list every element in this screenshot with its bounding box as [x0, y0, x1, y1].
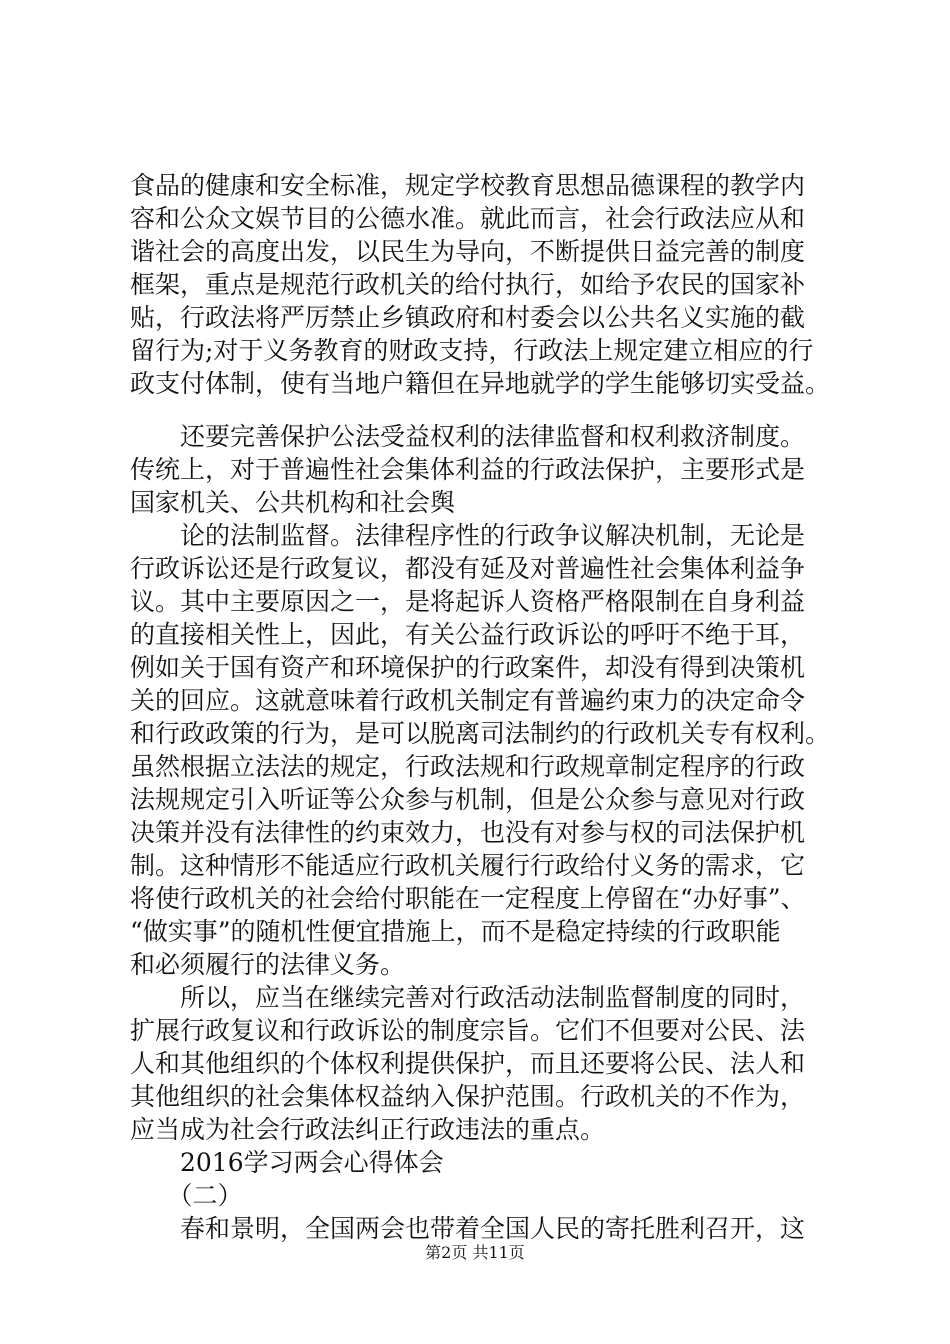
text-line: 2016学习两会心得体会	[130, 1148, 444, 1177]
text-line: 政支付体制，使有当地户籍但在异地就学的学生能够切实受益。	[130, 369, 830, 398]
text-line: 还要完善保护公法受益权利的法律监督和权利救济制度。	[130, 422, 806, 451]
text-line: 论的法制监督。法律程序性的行政争议解决机制，无论是	[130, 521, 806, 550]
text-line: 谐社会的高度出发，以民生为导向，不断提供日益完善的制度	[130, 237, 806, 266]
text-line: 议。其中主要原因之一，是将起诉人资格严格限制在自身利益	[130, 587, 806, 616]
text-line: 的直接相关性上，因此，有关公益行政诉讼的呼吁不绝于耳，	[130, 620, 806, 649]
paragraph-block-1	[130, 169, 830, 400]
text-line: 法规规定引入听证等公众参与机制，但是公众参与意见对行政	[130, 785, 806, 814]
text-line: 决策并没有法律性的约束效力，也没有对参与权的司法保护机	[130, 818, 806, 847]
text-line: 虽然根据立法法的规定，行政法规和行政规章制定程序的行政	[130, 752, 806, 781]
paragraph-block-2	[130, 420, 830, 1245]
text-line: 春和景明，全国两会也带着全国人民的寄托胜利召开，这	[130, 1214, 806, 1243]
text-line: 将使行政机关的社会给付职能在一定程度上停留在“办好事”、	[130, 884, 806, 913]
text-line: 行政诉讼还是行政复议，都没有延及对普遍性社会集体利益争	[130, 554, 806, 583]
text-line: 传统上，对于普遍性社会集体利益的行政法保护，主要形式是	[130, 455, 806, 484]
text-line: 所以，应当在继续完善对行政活动法制监督制度的同时，	[130, 983, 806, 1012]
text-line: 贴，行政法将严厉禁止乡镇政府和村委会以公共名义实施的截	[130, 303, 806, 332]
text-line: 留行为;对于义务教育的财政支持，行政法上规定建立相应的行	[130, 336, 814, 365]
text-line: “做实事”的随机性便宜措施上，而不是稳定持续的行政职能	[130, 917, 781, 946]
text-line: 其他组织的社会集体权益纳入保护范围。行政机关的不作为，	[130, 1082, 806, 1111]
text-line: 关的回应。这就意味着行政机关制定有普遍约束力的决定命令	[130, 686, 806, 715]
text-line: 食品的健康和安全标准，规定学校教育思想品德课程的教学内	[130, 171, 806, 200]
text-line: 国家机关、公共机构和社会舆	[130, 488, 456, 517]
text-line: 扩展行政复议和行政诉讼的制度宗旨。它们不但要对公民、法	[130, 1016, 806, 1045]
text-line: 例如关于国有资产和环境保护的行政案件，却没有得到决策机	[130, 653, 806, 682]
text-line: （二）	[130, 1181, 243, 1210]
text-line: 框架，重点是规范行政机关的给付执行，如给予农民的国家补	[130, 270, 806, 299]
text-line: 人和其他组织的个体权利提供保护，而且还要将公民、法人和	[130, 1049, 806, 1078]
text-line: 应当成为社会行政法纠正行政违法的重点。	[130, 1115, 606, 1144]
text-line: 制。这种情形不能适应行政机关履行行政给付义务的需求，它	[130, 851, 806, 880]
text-line: 和行政政策的行为，是可以脱离司法制约的行政机关专有权利。	[130, 719, 830, 748]
page-footer: 第2页 共11页	[425, 1243, 525, 1262]
text-line: 和必须履行的法律义务。	[130, 950, 406, 979]
text-line: 容和公众文娱节目的公德水准。就此而言，社会行政法应从和	[130, 204, 806, 233]
